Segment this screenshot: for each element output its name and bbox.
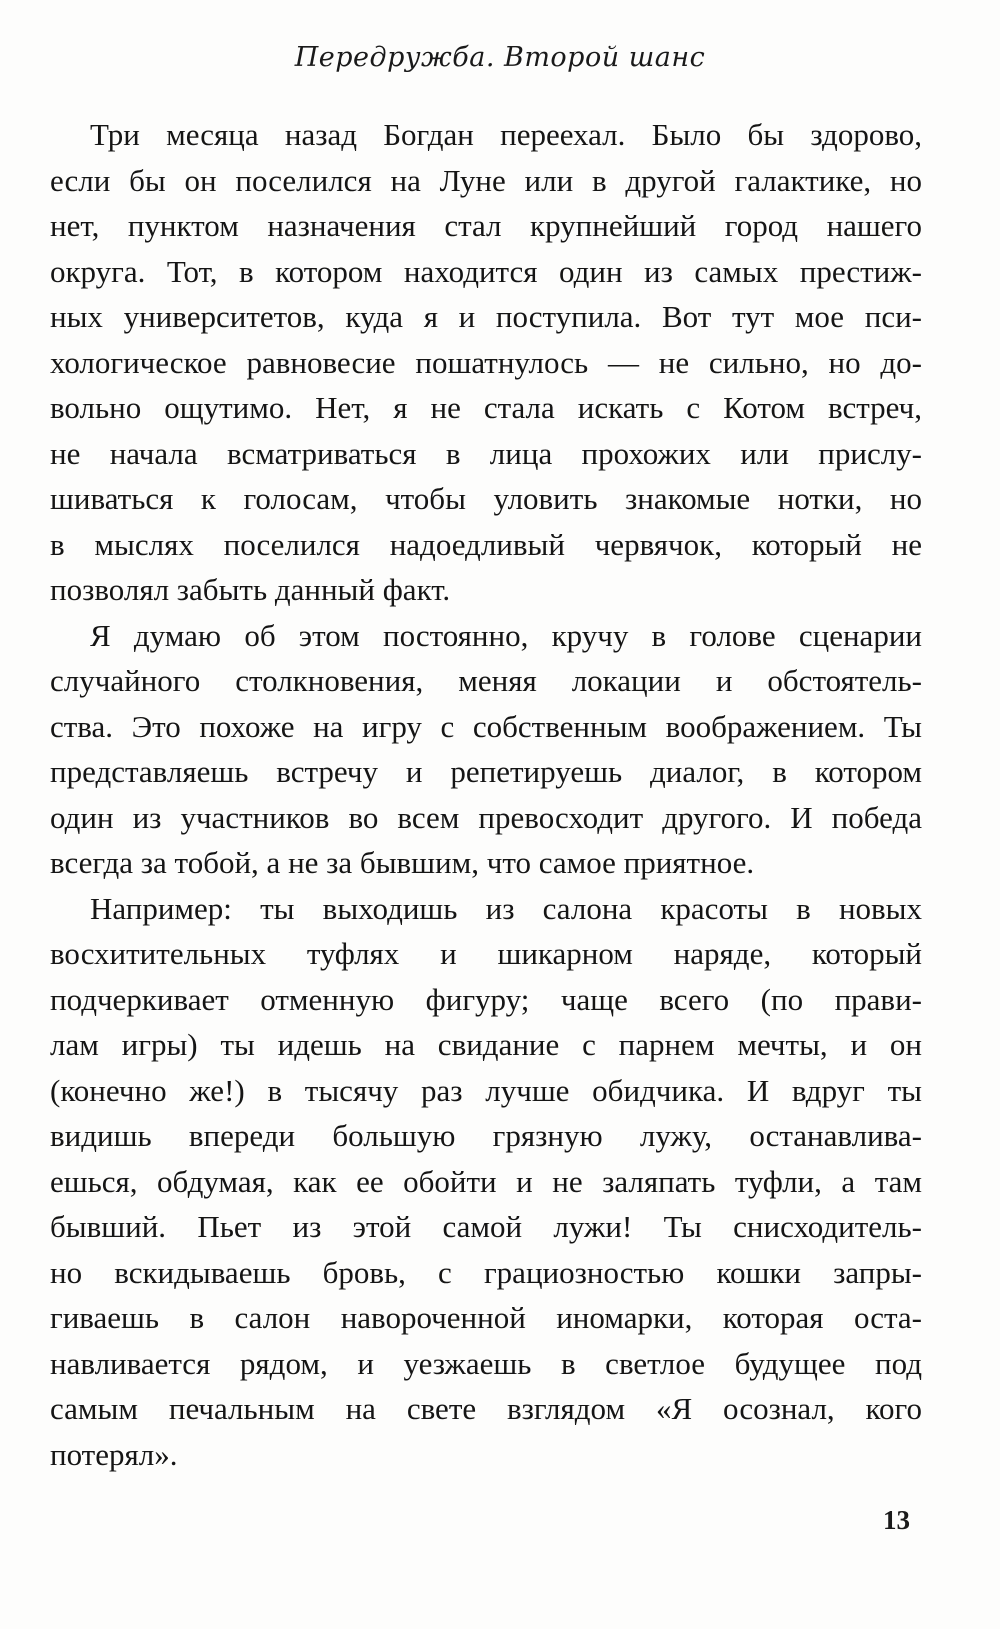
text-line: бывший. Пьет из этой самой лужи! Ты снисходитель-: [50, 1209, 922, 1244]
text-line: представляешь встречу и репетируешь диалог, в котором: [50, 754, 922, 789]
text-line: в мыслях поселился надоедливый червячок, который не: [50, 526, 922, 562]
text-line: вольно ощутимо. Нет, я не стала искать с Котом встреч,: [50, 390, 922, 425]
paragraph-3: [50, 886, 922, 1478]
text-line: навливается рядом, и уезжаешь в светлое будущее под: [50, 1345, 922, 1381]
text-line: самым печальным на свете взглядом «Я осознал, кого: [50, 1391, 922, 1426]
text-line: Например: ты выходишь из салона красоты в новых: [90, 890, 922, 926]
text-line: если бы он поселился на Луне или в другой галактике, но: [50, 162, 922, 198]
text-line: один из участников во всем превосходит другого. И победа: [50, 799, 922, 835]
text-line: не начала всматриваться в лица прохожих или прислу-: [50, 435, 922, 471]
page-number: 13: [883, 1505, 910, 1535]
text-line: (конечно же!) в тысячу раз лучше обидчика. И вдруг ты: [50, 1072, 922, 1108]
text-line: округа. Тот, в котором находится один из самых престиж-: [50, 253, 922, 289]
text-line: случайного столкновения, меняя локации и обстоятель-: [50, 663, 922, 698]
text-line: шиваться к голосам, чтобы уловить знакомые нотки, но: [50, 481, 922, 516]
text-line: лам игры) ты идешь на свидание с парнем мечты, и он: [50, 1027, 922, 1062]
text-line: гиваешь в салон навороченной иномарки, которая оста-: [50, 1300, 922, 1335]
text-line: всегда за тобой, а не за бывшим, что самое приятное.: [50, 845, 755, 880]
running-head-title: Передружба. Второй шанс: [294, 42, 706, 73]
text-line: но вскидываешь бровь, с грациозностью кошки запры-: [50, 1254, 922, 1290]
text-line: ных университетов, куда я и поступила. Вот тут мое пси-: [50, 299, 922, 334]
text-line: ства. Это похоже на игру с собственным воображением. Ты: [50, 708, 922, 744]
text-line: хологическое равновесие пошатнулось — не сильно, но до-: [50, 344, 922, 380]
body-text: [50, 112, 922, 1477]
text-line: Три месяца назад Богдан переехал. Было бы здорово,: [90, 117, 922, 152]
paragraph-2: [50, 613, 922, 886]
text-line: нет, пунктом назначения стал крупнейший город нашего: [50, 208, 922, 243]
text-line: ешься, обдумая, как ее обойти и не заляпать туфли, а там: [50, 1163, 922, 1199]
text-line: позволял забыть данный факт.: [50, 572, 451, 607]
text-line: подчеркивает отменную фигуру; чаще всего (по прави-: [50, 981, 922, 1017]
text-line: Я думаю об этом постоянно, кручу в голове сценарии: [90, 617, 922, 653]
paragraph-1: [50, 112, 922, 613]
text-line: потерял».: [50, 1436, 178, 1472]
text-line: видишь впереди большую грязную лужу, останавлива-: [50, 1118, 922, 1153]
text-line: восхитительных туфлях и шикарном наряде, который: [50, 936, 922, 971]
